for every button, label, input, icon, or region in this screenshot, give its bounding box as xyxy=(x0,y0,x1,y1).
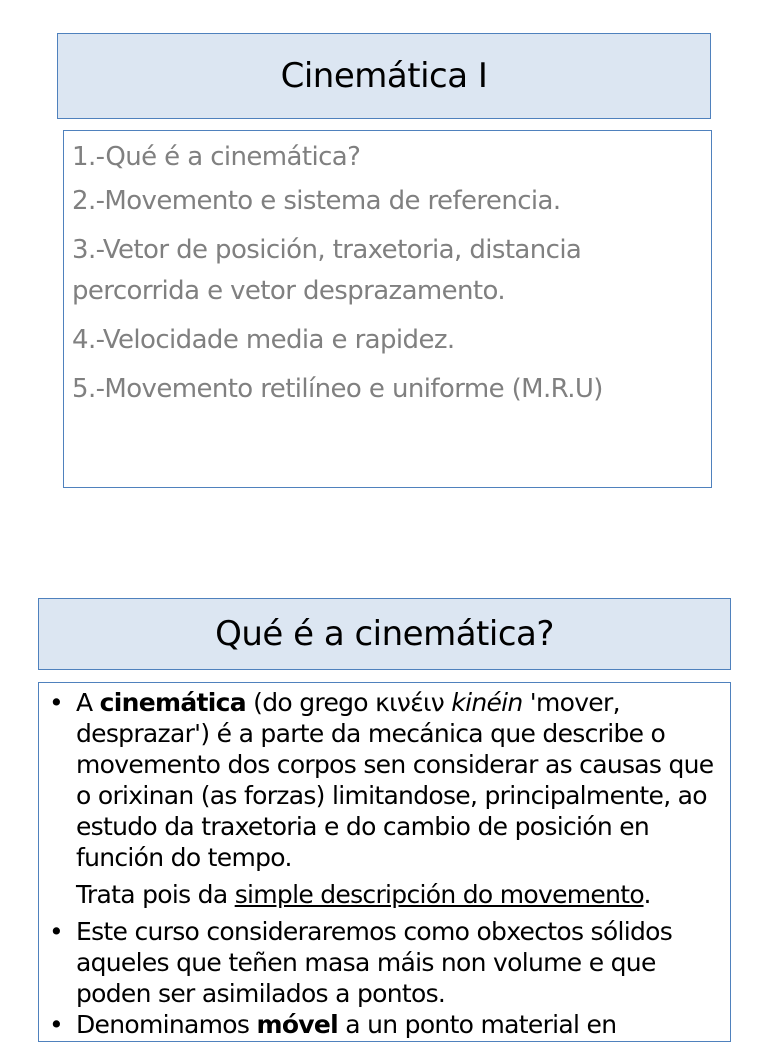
slide2-body xyxy=(38,682,731,1042)
slide1-contents-list xyxy=(63,130,712,488)
bullet1-post: 'mover, desprazar') é a parte da mecánica que describe o movemento dos corpos sen considerar as causas que o orixinan (as forzas) limitandose, principalmente, ao estudo da traxetoria e do cambio de posición en función do tempo. xyxy=(76,688,714,872)
bullet-paragraph xyxy=(47,687,724,873)
bullet1-mid: (do grego κινέιν xyxy=(245,688,452,717)
list-item: 1.-Qué é a cinemática? xyxy=(72,142,361,172)
sub-pre: Trata pois da xyxy=(76,880,235,909)
bullet1-italic: kinéin xyxy=(451,688,523,717)
bullet-paragraph xyxy=(47,1009,724,1040)
slide2-title: Qué é a cinemática? xyxy=(215,614,554,654)
bullet3-post: a un ponto material en xyxy=(338,1010,617,1039)
bullet-icon: • xyxy=(49,917,64,946)
sub-underlined: simple descripción do movemento xyxy=(234,880,644,909)
list-item: 4.-Velocidade media e rapidez. xyxy=(72,325,455,355)
sub-paragraph xyxy=(47,879,724,910)
sub-post: . xyxy=(643,880,651,909)
slide2-title-box xyxy=(38,598,731,670)
list-item: 3.-Vetor de posición, traxetoria, distancia percorrida e vetor desprazamento. xyxy=(72,235,582,306)
list-item: 5.-Movemento retilíneo e uniforme (M.R.U) xyxy=(72,374,603,404)
slide1-title-box xyxy=(57,33,711,119)
bullet1-pre: A xyxy=(76,688,100,717)
list-item: 2.-Movemento e sistema de referencia. xyxy=(72,186,561,216)
bullet2-text: Este curso consideraremos como obxectos sólidos aqueles que teñen masa máis non volume e que poden ser asimilados a pontos. xyxy=(76,917,673,1008)
bullet-icon: • xyxy=(49,1010,64,1039)
bullet1-term: cinemática xyxy=(99,688,246,717)
slide1-title: Cinemática I xyxy=(280,56,488,96)
bullet3-pre: Denominamos xyxy=(76,1010,257,1039)
bullet-paragraph xyxy=(47,916,724,1009)
bullet-icon: • xyxy=(49,688,64,717)
bullet3-term: móvel xyxy=(256,1010,339,1039)
